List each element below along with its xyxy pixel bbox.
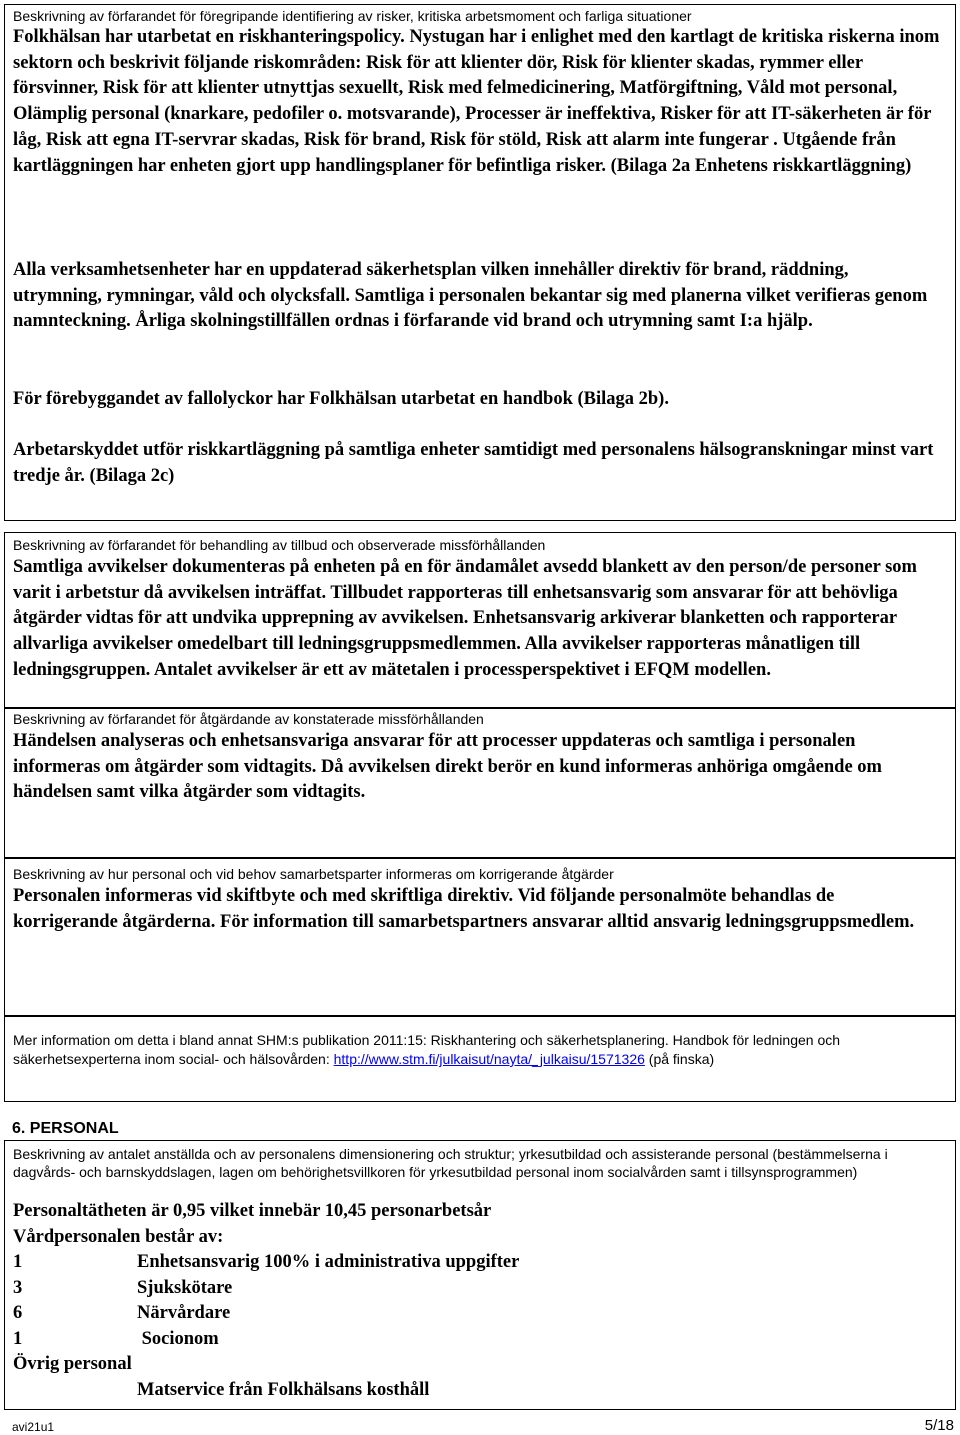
staff-information-text: Personalen informeras vid skiftbyte och med skriftliga direktiv. Vid följande personalmöte behandlas de korrigerande åtgärderna. För information till samarbetspartners ansvarar alltid ansvarig ledningsgruppsmedlem. bbox=[13, 886, 915, 932]
section-heading: 6. PERSONAL bbox=[12, 1120, 119, 1137]
staff-count: 3 bbox=[13, 1277, 23, 1298]
other-staff-heading: Övrig personal bbox=[13, 1354, 132, 1374]
staff-role: Socionom bbox=[137, 1328, 219, 1349]
occupational-safety-paragraph: Arbetarskyddet utför riskkartläggning på samtliga enheter samtidigt med personalens hälsogranskningar minst vart tredje år. (Bilaga 2c) bbox=[13, 440, 934, 486]
more-information-text bbox=[5, 1031, 955, 1069]
risk-identification-caption: Beskrivning av förfarandet för föregripande identifiering av risker, kritiska arbetsmoment och farliga situationer bbox=[13, 8, 692, 24]
incident-handling-caption: Beskrivning av förfarandet för behandling av tillbud och observerade missförhållanden bbox=[13, 537, 546, 553]
staff-list-item bbox=[5, 1250, 955, 1276]
staff-count: 6 bbox=[13, 1303, 23, 1323]
more-information-tail: (på finska) bbox=[644, 1051, 715, 1067]
staff-density-text: Personaltätheten är 0,95 vilket innebär 10,45 personarbetsår bbox=[13, 1201, 492, 1221]
staff-count: 1 bbox=[13, 1328, 23, 1349]
more-information-lead: Mer information om detta i bland annat SHM:s publikation 2011:15: Riskhantering och säkerhetsplanering. Handbok för ledningen och säkerhetsexperterna inom social- och hälsovården: bbox=[13, 1032, 841, 1067]
publication-link[interactable]: http://www.stm.fi/julkaisut/nayta/_julkaisu/1571326 bbox=[333, 1051, 645, 1067]
safety-plan-paragraph: Alla verksamhetsenheter har en uppdaterad säkerhetsplan vilken innehåller direktiv för brand, räddning, utrymning, rymningar, våld och olycksfall. Samtliga i personalen bekantar sig med planerna vilket verifieras genom namnteckning. Årliga skolningstillfällen ordnas i förfarande vid brand och utrymning samt I:a hjälp. bbox=[13, 260, 928, 332]
document-code: avi21u1 bbox=[12, 1420, 55, 1434]
staff-role: Sjukskötare bbox=[137, 1277, 233, 1298]
staff-information-box bbox=[4, 858, 956, 1016]
personnel-box bbox=[4, 1140, 956, 1410]
incident-handling-box bbox=[4, 532, 956, 708]
risk-identification-box bbox=[4, 4, 956, 521]
fall-prevention-paragraph: För förebyggandet av fallolyckor har Folkhälsan utarbetat en handbok (Bilaga 2b). bbox=[13, 389, 669, 409]
corrective-actions-text: Händelsen analyseras och enhetsansvariga ansvarar för att processer uppdateras och samtliga i personalen informeras om åtgärder som vidtagits. Då avvikelsen direkt berör en kund informeras anhöriga omgående om händelsen samt vilka åtgärder som vidtagits. bbox=[13, 731, 882, 803]
corrective-actions-caption: Beskrivning av förfarandet för åtgärdande av konstaterade missförhållanden bbox=[13, 711, 484, 727]
staff-role: Enhetsansvarig 100% i administrativa uppgifter bbox=[137, 1252, 520, 1272]
personnel-content bbox=[5, 1199, 955, 1403]
staff-role: Närvårdare bbox=[137, 1303, 231, 1323]
staff-count: 1 bbox=[13, 1252, 23, 1272]
corrective-actions-box bbox=[4, 708, 956, 858]
risk-policy-paragraph: Folkhälsan har utarbetat en riskhanteringspolicy. Nystugan har i enlighet med den kartlagt de kritiska riskerna inom sektorn och beskrivit följande riskområden: Risk för att klienter dör, Risk för klienter skadas, rymmer eller försvinner, Risk för att klienter utnyttjas sexuellt, Risk med felmedicinering, Matförgiftning, Våld mot personal, Olämplig personal (knarkare, pedofiler o. motsvarande), Processer är ineffektiva, Risker för att IT-säkerheten är för låg, Risk att egna IT-servrar skadas, Risk för brand, Risk för stöld, Risk att alarm inte fungerar . Utgående från kartläggningen har enheten gjort upp handlingsplaner för befintliga risker. (Bilaga 2a Enhetens riskkartläggning) bbox=[13, 27, 940, 176]
staff-list-item bbox=[5, 1327, 955, 1353]
staff-information-caption: Beskrivning av hur personal och vid behov samarbetsparter informeras om korrigerande åtgärder bbox=[13, 866, 614, 882]
more-information-box bbox=[4, 1016, 956, 1102]
page-number: 5/18 bbox=[924, 1417, 954, 1434]
incident-handling-text: Samtliga avvikelser dokumenteras på enheten på en för ändamålet avsedd blankett av den person/de personer som varit i arbetstur då avvikelsen inträffat. Tillbudet rapporteras till enhetsansvarig som ansvarar för att behövliga åtgärder vidtas för att undvika upprepning av avvikelsen. Enhetsansvarig arkiverar blanketten och rapporterar allvarliga avvikelser omedelbart till ledningsgruppsmedlemmen. Alla avvikelser rapporteras månatligen till ledningsgruppen. Antalet avvikelser är ett av mätetalen i processperspektivet i EFQM modellen. bbox=[13, 557, 917, 680]
staff-list-item bbox=[5, 1301, 955, 1327]
personnel-caption: Beskrivning av antalet anställda och av personalens dimensionering och struktur; yrkesutbildad och assisterande personal (bestämmelserna i dagvårds- och barnskyddslagen, lagen om behörighetsvillkoren för yrkesutbildad personal inom socialvården samt i tillsynsprogrammen) bbox=[13, 1146, 888, 1180]
staff-list-item bbox=[5, 1276, 955, 1302]
other-staff-item: Matservice från Folkhälsans kosthåll bbox=[137, 1379, 430, 1400]
staff-heading: Vårdpersonalen består av: bbox=[13, 1226, 224, 1247]
